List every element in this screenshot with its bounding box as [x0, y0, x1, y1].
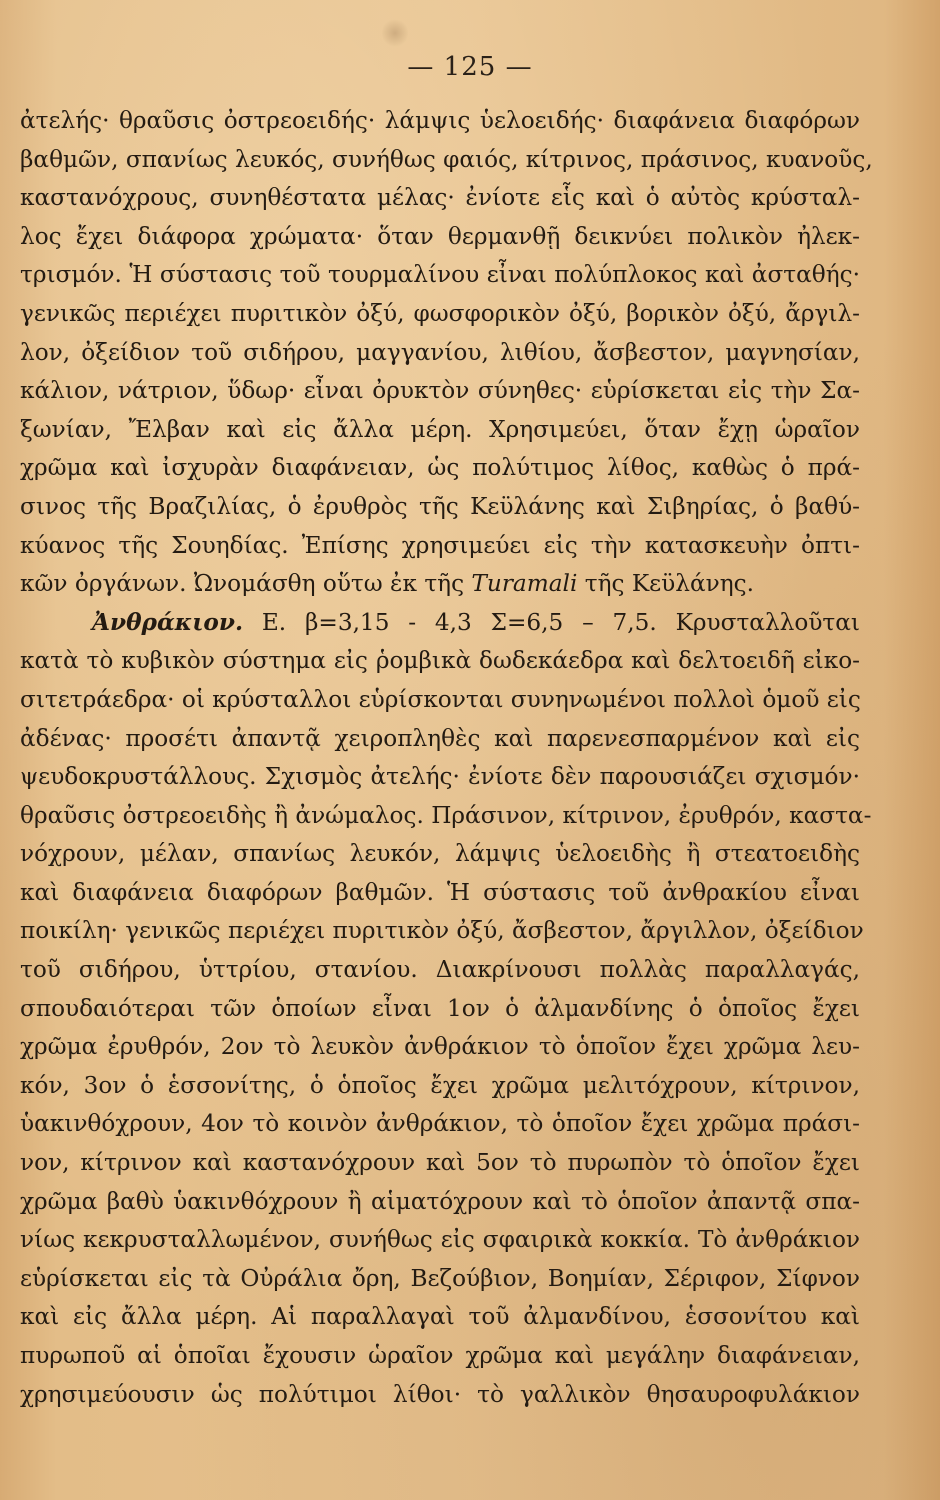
- text-line: βαθμῶν, σπανίως λευκός, συνήθως φαιός, κίτρινος, πράσινος, κυανοῦς,: [20, 145, 873, 173]
- text-segment: τῆς Κεϋλάνης.: [577, 570, 754, 598]
- text-line: κύανος τῆς Σουηδίας. Ἐπίσης χρησιμεύει εἰς τὴν κατασκευὴν ὀπτι-: [20, 531, 860, 559]
- page-number: — 125 —: [407, 52, 533, 82]
- ink-smudge: [382, 18, 408, 48]
- text-line: θραῦσις ὀστρεοειδὴς ἢ ἀνώμαλος. Πράσινον, κίτρινον, ἐρυθρόν, καστα-: [20, 801, 872, 829]
- text-line: χρῶμα βαθὺ ὑακινθόχρουν ἢ αἱματόχρουν καὶ τὸ ὁποῖον ἀπαντᾷ σπα-: [20, 1187, 860, 1215]
- text-line: σπουδαιότεραι τῶν ὁποίων εἶναι 1ον ὁ ἀλμανδίνης ὁ ὁποῖος ἔχει: [20, 994, 860, 1022]
- text-line: ποικίλη· γενικῶς περιέχει πυριτικὸν ὀξύ, ἄσβεστον, ἄργιλλον, ὀξείδιον: [20, 917, 864, 945]
- text-line: πυρωποῦ αἱ ὁποῖαι ἔχουσιν ὡραῖον χρῶμα καὶ μεγάλην διαφάνειαν,: [20, 1342, 860, 1369]
- text-line: τρισμόν. Ἡ σύστασις τοῦ τουρμαλίνου εἶναι πολύπλοκος καὶ ἀσταθής·: [20, 261, 860, 289]
- text-line: ἀδένας· προσέτι ἀπαντᾷ χειροπληθὲς καὶ παρενεσπαρμένον καὶ εἰς: [20, 724, 860, 752]
- text-line: ἀτελής· θραῦσις ὀστρεοειδής· λάμψις ὑελοειδής· διαφάνεια διαφόρων: [20, 107, 860, 134]
- text-line: κάλιον, νάτριον, ὕδωρ· εἶναι ὀρυκτὸν σύνηθες· εὑρίσκεται εἰς τὴν Σα-: [20, 377, 860, 405]
- text-line: εὑρίσκεται εἰς τὰ Οὐράλια ὄρη, Βεζούβιον, Βοημίαν, Σέριφον, Σίφνον: [20, 1264, 860, 1292]
- text-line: τοῦ σιδήρου, ὑττρίου, στανίου. Διακρίνουσι πολλὰς παραλλαγάς,: [20, 956, 860, 984]
- text-line: ψευδοκρυστάλλους. Σχισμὸς ἀτελής· ἐνίοτε δὲν παρουσιάζει σχισμόν·: [20, 763, 860, 791]
- text-line: ὑακινθόχρουν, 4ον τὸ κοινὸν ἀνθράκιον, τὸ ὁποῖον ἔχει χρῶμα πράσι-: [20, 1110, 860, 1138]
- text-line: ξωνίαν, Ἔλβαν καὶ εἰς ἄλλα μέρη. Χρησιμεύει, ὅταν ἔχῃ ὡραῖον: [20, 415, 860, 443]
- body-text: [20, 102, 873, 1414]
- entry-heading: Ἀνθράκιον.: [92, 608, 244, 636]
- entry-first-line-text: Ε. β=3,15 - 4,3 Σ=6,5 – 7,5. Κρυσταλλοῦται: [243, 608, 860, 636]
- text-line: νόχρουν, μέλαν, σπανίως λευκόν, λάμψις ὑελοειδὴς ἢ στεατοειδὴς: [20, 840, 860, 868]
- text-line: χρῶμα καὶ ἰσχυρὰν διαφάνειαν, ὡς πολύτιμος λίθος, καθὼς ὁ πρά-: [20, 454, 860, 482]
- text-line: χρῶμα ἐρυθρόν, 2ον τὸ λευκὸν ἀνθράκιον τὸ ὁποῖον ἔχει χρῶμα λευ-: [20, 1033, 860, 1061]
- text-line: σιτετράεδρα· οἱ κρύσταλλοι εὑρίσκονται συνηνωμένοι πολλοὶ ὁμοῦ εἰς: [20, 685, 861, 713]
- text-line: κόν, 3ον ὁ ἑσσονίτης, ὁ ὁποῖος ἔχει χρῶμα μελιτόχρουν, κίτρινον,: [20, 1071, 860, 1099]
- text-line-with-term: [20, 565, 860, 604]
- text-line: λος ἔχει διάφορα χρώματα· ὅταν θερμανθῇ δεικνύει πολικὸν ἠλεκ-: [20, 222, 860, 250]
- text-segment: κῶν ὀργάνων. Ὠνομάσθη οὕτω ἐκ τῆς: [20, 570, 472, 598]
- text-line: καὶ διαφάνεια διαφόρων βαθμῶν. Ἡ σύστασις τοῦ ἀνθρακίου εἶναι: [20, 878, 860, 906]
- text-line: νον, κίτρινον καὶ καστανόχρουν καὶ 5ον τὸ πυρωπὸν τὸ ὁποῖον ἔχει: [20, 1149, 860, 1177]
- text-line: καὶ εἰς ἄλλα μέρη. Αἱ παραλλαγαὶ τοῦ ἀλμανδίνου, ἑσσονίτου καὶ: [20, 1303, 860, 1331]
- text-line: κατὰ τὸ κυβικὸν σύστημα εἰς ῥομβικὰ δωδεκάεδρα καὶ δελτοειδῆ εἰκο-: [20, 647, 860, 675]
- italic-term: Turamali: [471, 570, 578, 598]
- text-line: γενικῶς περιέχει πυριτικὸν ὀξύ, φωσφορικὸν ὀξύ, βορικὸν ὀξύ, ἄργιλ-: [20, 299, 860, 327]
- entry-first-line: [20, 604, 860, 643]
- text-line: λον, ὀξείδιον τοῦ σιδήρου, μαγγανίου, λιθίου, ἄσβεστον, μαγνησίαν,: [20, 338, 860, 366]
- text-line: νίως κεκρυσταλλωμένον, συνήθως εἰς σφαιρικὰ κοκκία. Τὸ ἀνθράκιον: [20, 1226, 860, 1254]
- text-line: καστανόχρους, συνηθέστατα μέλας· ἐνίοτε εἷς καὶ ὁ αὐτὸς κρύσταλ-: [20, 184, 860, 212]
- text-line: χρησιμεύουσιν ὡς πολύτιμοι λίθοι· τὸ γαλλικὸν θησαυροφυλάκιον: [20, 1380, 860, 1408]
- text-line: σινος τῆς Βραζιλίας, ὁ ἐρυθρὸς τῆς Κεϋλάνης καὶ Σιβηρίας, ὁ βαθύ-: [20, 492, 860, 520]
